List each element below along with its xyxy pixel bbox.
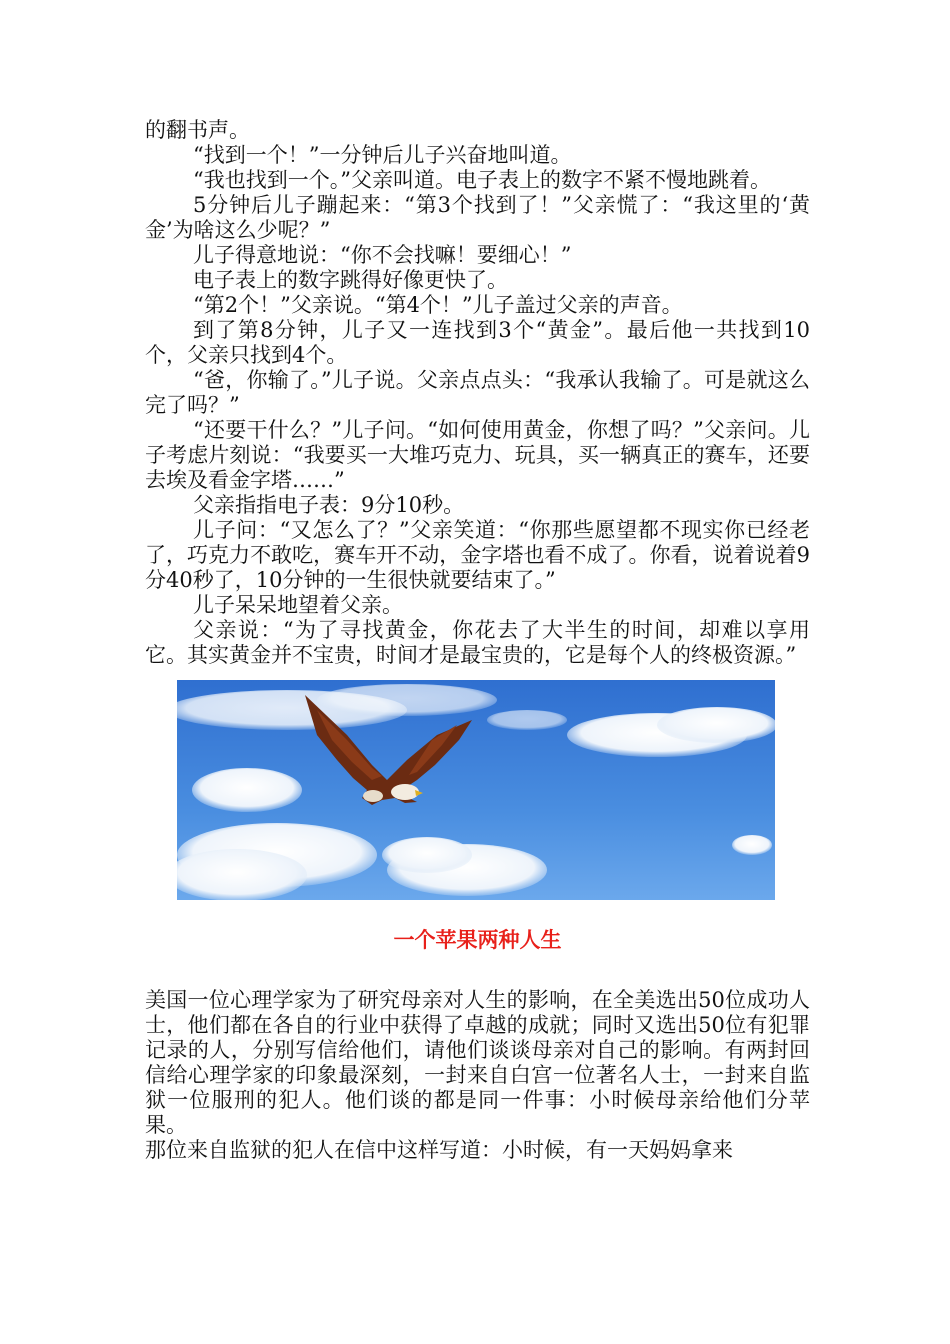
paragraph: “还要干什么？”儿子问。“如何使用黄金，你想了吗？”父亲问。儿子考虑片刻说：“我要买一大堆巧克力、玩具，买一辆真正的赛车，还要去埃及看金字塔……” <box>145 418 810 492</box>
paragraph: 父亲说：“为了寻找黄金，你花去了大半生的时间，却难以享用它。其实黄金并不宝贵，时间才是最宝贵的，它是每个人的终极资源。” <box>145 618 810 667</box>
paragraph: “我也找到一个。”父亲叫道。电子表上的数字不紧不慢地跳着。 <box>193 168 771 192</box>
paragraph: 父亲指指电子表：9分10秒。 <box>193 493 465 517</box>
paragraph: 的翻书声。 <box>145 118 250 142</box>
paragraph: 儿子呆呆地望着父亲。 <box>193 593 403 617</box>
section-title: 一个苹果两种人生 <box>393 928 562 952</box>
paragraph: 到了第8分钟，儿子又一连找到3个“黄金”。最后他一共找到10个，父亲只找到4个。 <box>145 318 810 367</box>
paragraph: “找到一个！”一分钟后儿子兴奋地叫道。 <box>193 143 572 167</box>
paragraph: 美国一位心理学家为了研究母亲对人生的影响，在全美选出50位成功人士，他们都在各自的行业中获得了卓越的成就；同时又选出50位有犯罪记录的人，分别写信给他们，请他们谈谈母亲对自己的影响。有两封回信给心理学家的印象最深刻，一封来自白宫一位著名人士，一封来自监狱一位服刑的犯人。他们谈的都是同一件事：小时候母亲给他们分苹果。 <box>145 988 810 1137</box>
paragraph: 5分钟后儿子蹦起来：“第3个找到了！”父亲慌了：“我这里的‘黄金’为啥这么少呢？” <box>145 193 810 242</box>
eagle-sky-image <box>177 680 775 900</box>
paragraph: “爸，你输了。”儿子说。父亲点点头：“我承认我输了。可是就这么完了吗？” <box>145 368 810 417</box>
document-page <box>145 118 810 1163</box>
paragraph: 儿子得意地说：“你不会找嘛！要细心！” <box>193 243 572 267</box>
paragraph: 儿子问：“又怎么了？”父亲笑道：“你那些愿望都不现实你已经老了，巧克力不敢吃，赛车开不动，金字塔也看不成了。你看，说着说着9分40秒了，10分钟的一生很快就要结束了。” <box>145 518 810 592</box>
story2-body <box>145 988 810 1163</box>
paragraph: 那位来自监狱的犯人在信中这样写道：小时候，有一天妈妈拿来 <box>145 1138 733 1162</box>
story1-body <box>145 118 810 668</box>
paragraph: 电子表上的数字跳得好像更快了。 <box>193 268 508 292</box>
paragraph: “第2个！”父亲说。“第4个！”儿子盖过父亲的声音。 <box>193 293 683 317</box>
